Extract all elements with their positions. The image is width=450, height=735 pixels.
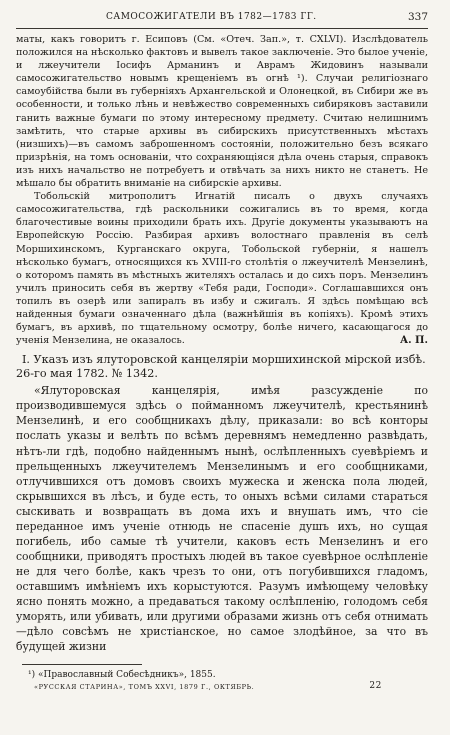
section-body — [16, 383, 428, 654]
footnote-text: «Православный Собесѣдникъ», 1855. — [38, 670, 216, 681]
sheet-signature: 22 — [369, 681, 382, 692]
intro-paragraph-1: маты, какъ говоритъ г. Есиповъ (См. «Отеч. Зап.», т. CXLVI). Изслѣдователь положился на нѣсколько фактовъ и вывелъ такое заключеніе. Это былое ученіе, и лжеучители Іосифъ Арманинъ и Аврамъ Жидовинъ называли самосожигательство новымъ крещеніемъ въ огнѣ ¹). Случаи религіознаго самоубійства были въ губерніяхъ Архангельской и Олонецкой, въ Сибири же въ особенности, и только лѣнь и невѣжество современныхъ сибиряковъ заставили ганить важные бумаги по этому интересному предмету. Считаю нелишнимъ замѣтить, что старые архивы въ сибирскихъ присутственныхъ мѣстахъ (низшихъ)—въ самомъ заброшенномъ состояніи, положительно безъ всякаго призрѣнія, на томъ основаніи, что сохраняющіяся дѣла очень старыя, справокъ изъ нихъ начальство не потребуетъ и отвѣчать за нихъ никто не станетъ. Не мѣшало бы обратить вниманіе на сибирскіе архивы. — [16, 34, 428, 190]
footnote-divider — [22, 664, 142, 665]
author-signature: А. П. — [399, 335, 428, 347]
footnote-marker: ¹) — [28, 670, 36, 681]
footnote — [16, 669, 428, 681]
decree-text: «Ялуторовская канцелярія, имѣя разсужденіе по производившемуся здѣсь о пойманномъ лжеучителѣ, крестьянинѣ Мензелинѣ, и его сообщникахъ дѣлу, приказали: во всѣ конторы послать указы и велѣть по всѣмъ деревнямъ немедленно развѣдать, нѣтъ-ли гдѣ, подобно найденнымъ нынѣ, ослѣпленныхъ суевѣріемъ и прельщенныхъ лжеучителемъ Мензелинымъ и его сообщниками, отлучившихся отъ домовъ своихъ мужеска и женска пола людей, скрывшихся въ лѣсъ, и буде есть, то оныхъ всѣми силами стараться сыскивать и возвращать въ дома ихъ и внушать имъ, что сіе переданное имъ ученіе отнюдь не спасеніе душъ ихъ, но сущая погибель, ибо самые тѣ учители, каковъ есть Мензелинъ и его сообщники, приводятъ простыхъ людей въ такое суевѣрное ослѣпленіе не для чего болѣе, какъ чрезъ то они, отъ погубившихся гладомъ, оставшимъ имѣніемъ ихъ корыстуются. Разумъ имѣющему человѣку ясно понять можно, а предаваться такому ослѣпленію, голодомъ себя уморять, или убивать, или другими образами жизнь отъ себя отнимать—дѣло совсѣмъ не христіанское, но самое злодѣйное, за что въ будущей жизни — [16, 384, 428, 654]
imprint-text: «РУССКАЯ СТАРИНА», ТОМЪ XXVI, 1879 Г., ОКТЯБРЬ. — [34, 683, 255, 692]
running-title: САМОСОЖИГАТЕЛИ ВЪ 1782—1783 ГГ. — [106, 12, 317, 22]
section-title: I. Указъ изъ ялуторовской канцеляріи моршихинской мірской избѣ. 26-го мая 1782. № 1342. — [16, 353, 426, 381]
page-number: 337 — [407, 11, 428, 23]
intro-text — [16, 33, 428, 347]
intro-paragraph-2: Тобольскій митрополитъ Игнатій писалъ о двухъ случаяхъ самосожигательства, гдѣ раскольники сожигались въ то время, когда благочестивые воины приходили брать ихъ. Другіе документы указываютъ на Европейскую Россію. Разбирая архивъ волостнаго правленія въ селѣ Моршихинскомъ, Курганскаго округа, Тобольской губерніи, я нашелъ нѣсколько бумагъ, относящихся къ XVIII-го столѣтія о лжеучителѣ Мензелинѣ, о которомъ память въ мѣстныхъ жителяхъ осталась и до сихъ поръ. Мензелинъ училъ приносить себя въ жертву «Тебя ради, Господи». Соглашавшихся онъ топилъ въ озерѣ или запиралъ въ избу и сжигалъ. Я здѣсь помѣщаю всѣ найденныя бумаги означеннаго дѣла (важнѣйшія въ копіяхъ). Кромѣ этихъ бумагъ, въ архивѣ, по тщательному осмотру, болѣе ничего, касающагося до ученія Мензелина, не оказалось. — [16, 191, 428, 347]
imprint-line — [16, 683, 428, 697]
page-header — [16, 10, 428, 29]
